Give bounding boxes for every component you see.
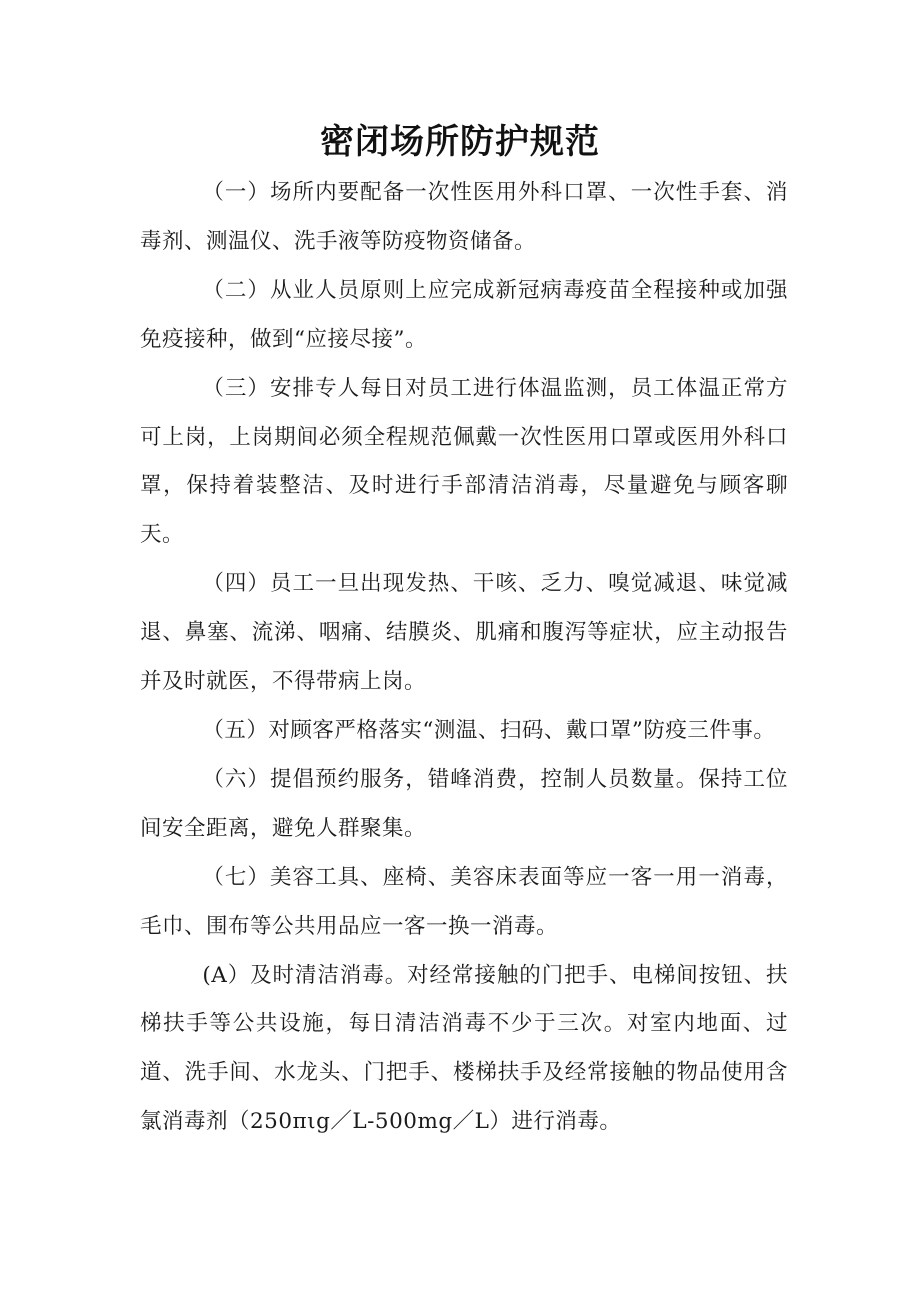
document-title: 密闭场所防护规范: [320, 122, 600, 162]
paragraph-5: （五）对顾客严格落实“测温、扫码、戴口罩”防疫三件事。: [202, 717, 776, 743]
paragraph-7: （七）美容工具、座椅、美容床表面等应一客一用一消毒，毛巾、围布等公共用品应一客一换一消毒。: [140, 864, 788, 939]
paragraph-8: (A）及时清洁消毒。对经常接触的门把手、电梯间按钮、扶梯扶手等公共设施，每日清洁消毒不少于三次。对室内地面、过道、洗手间、水龙头、门把手、楼梯扶手及经常接触的物品使用含氯消毒剂（250πιg／L-500mg／L）进行消毒。: [140, 962, 788, 1135]
paragraph-1: （一）场所内要配备一次性医用外科口罩、一次性手套、消毒剂、测温仪、洗手液等防疫物资储备。: [140, 180, 788, 254]
document-body: [140, 169, 788, 1147]
paragraph-3: （三）安排专人每日对员工进行体温监测，员工体温正常方可上岗，上岗期间必须全程规范佩戴一次性医用口罩或医用外科口罩，保持着装整洁、及时进行手部清洁消毒，尽量避免与顾客聊天。: [140, 375, 788, 548]
paragraph-2: （二）从业人员原则上应完成新冠病毒疫苗全程接种或加强免疫接种，做到“应接尽接”。: [140, 277, 788, 352]
paragraph-4: （四）员工一旦出现发热、干咳、乏力、嗅觉减退、味觉减退、鼻塞、流涕、咽痛、结膜炎、肌痛和腹泻等症状，应主动报告并及时就医，不得带病上岗。: [140, 571, 788, 695]
paragraph-6: （六）提倡预约服务，错峰消费，控制人员数量。保持工位间安全距离，避免人群聚集。: [140, 766, 788, 841]
